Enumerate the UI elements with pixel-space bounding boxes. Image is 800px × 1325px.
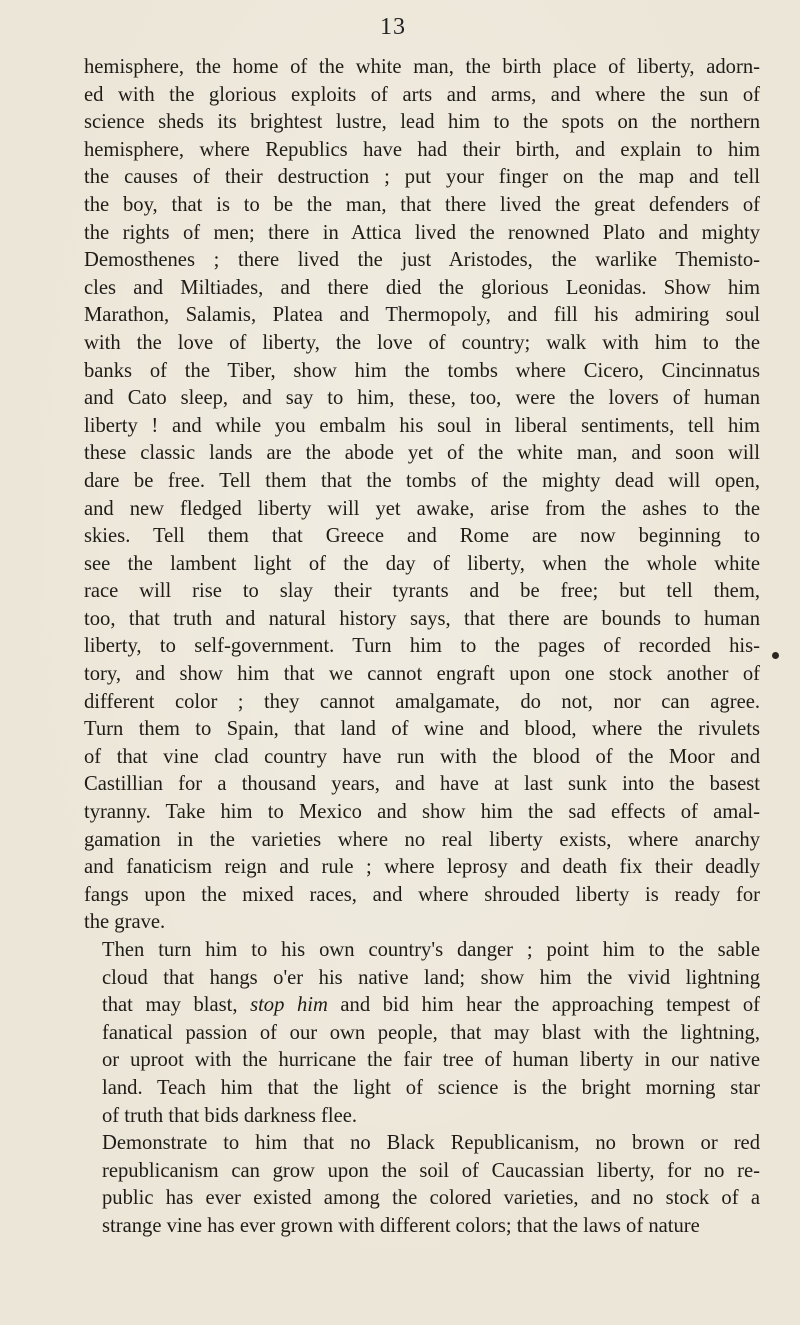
text-line: fanatical passion of our own people, that may blast with the lightning, bbox=[102, 1021, 760, 1044]
text-line: fangs upon the mixed races, and where shrouded liberty is ready for bbox=[84, 883, 760, 906]
body-text bbox=[84, 54, 760, 1241]
paragraph-2 bbox=[84, 937, 760, 1130]
page-number: 13 bbox=[380, 14, 406, 40]
text-line: and new fledged liberty will yet awake, arise from the ashes to the bbox=[84, 497, 760, 520]
text-line: Castillian for a thousand years, and have at last sunk into the basest bbox=[84, 773, 760, 796]
text-line: the grave. bbox=[84, 911, 166, 934]
paragraph-1 bbox=[84, 54, 760, 937]
text-line: gamation in the varieties where no real liberty exists, where anarchy bbox=[84, 828, 760, 851]
text-line: the causes of their destruction ; put your finger on the map and tell bbox=[84, 166, 760, 189]
paragraph-3 bbox=[84, 1130, 760, 1240]
text-line: Turn them to Spain, that land of wine and blood, where the rivulets bbox=[84, 718, 760, 741]
text-line: race will rise to slay their tyrants and be free; but tell them, bbox=[84, 580, 760, 603]
text-line: skies. Tell them that Greece and Rome are now beginning to bbox=[84, 525, 760, 548]
text-line: public has ever existed among the colored varieties, and no stock of a bbox=[102, 1187, 760, 1210]
text-line: the boy, that is to be the man, that there lived the great defenders of bbox=[84, 193, 760, 216]
text-line: liberty, to self-government. Turn him to the pages of recorded his- bbox=[84, 635, 760, 658]
text-line: banks of the Tiber, show him the tombs where Cicero, Cincinnatus bbox=[84, 359, 760, 382]
text-line: cloud that hangs o'er his native land; show him the vivid lightning bbox=[102, 966, 760, 989]
text-line: ed with the glorious exploits of arts and arms, and where the sun of bbox=[84, 83, 760, 106]
text-line: hemisphere, where Republics have had their birth, and explain to him bbox=[84, 138, 760, 161]
text-line: see the lambent light of the day of liberty, when the whole white bbox=[84, 552, 760, 575]
text-line: these classic lands are the abode yet of the white man, and soon will bbox=[84, 442, 760, 465]
text-line: too, that truth and natural history says, that there are bounds to human bbox=[84, 607, 760, 630]
text-line: of that vine clad country have run with the blood of the Moor and bbox=[84, 745, 760, 768]
text-line: and fanaticism reign and rule ; where leprosy and death fix their deadly bbox=[84, 856, 760, 879]
text-line: strange vine has ever grown with different colors; that the laws of nature bbox=[102, 1214, 700, 1237]
text-line: different color ; they cannot amalgamate, do not, nor can agree. bbox=[84, 690, 760, 713]
text-line: tory, and show him that we cannot engraft upon one stock another of bbox=[84, 663, 760, 686]
text-line: with the love of liberty, the love of country; walk with him to the bbox=[84, 331, 760, 354]
text-line: that may blast, stop him and bid him hear the approaching tempest of bbox=[102, 994, 760, 1017]
text-line: Marathon, Salamis, Platea and Thermopoly, and fill his admiring soul bbox=[84, 304, 760, 327]
text-line: and Cato sleep, and say to him, these, too, were the lovers of human bbox=[84, 387, 760, 410]
text-line: dare be free. Tell them that the tombs of the mighty dead will open, bbox=[84, 469, 760, 492]
text-line: the rights of men; there in Attica lived the renowned Plato and mighty bbox=[84, 221, 760, 244]
text-line: cles and Miltiades, and there died the glorious Leonidas. Show him bbox=[84, 276, 760, 299]
text-line: science sheds its brightest lustre, lead him to the spots on the northern bbox=[84, 111, 760, 134]
italic-text: stop him bbox=[250, 994, 328, 1017]
text-line: Then turn him to his own country's danger ; point him to the sable bbox=[102, 939, 760, 961]
text-line: liberty ! and while you embalm his soul in liberal sentiments, tell him bbox=[84, 414, 760, 437]
text-line: Demonstrate to him that no Black Republicanism, no brown or red bbox=[102, 1132, 760, 1155]
ink-dot-mark bbox=[772, 652, 779, 659]
text-line: tyranny. Take him to Mexico and show him the sad effects of amal- bbox=[84, 801, 760, 824]
text-line: Demosthenes ; there lived the just Aristodes, the warlike Themisto- bbox=[84, 249, 760, 272]
text-line: of truth that bids darkness flee. bbox=[102, 1104, 358, 1127]
text-line: republicanism can grow upon the soil of Caucassian liberty, for no re- bbox=[102, 1159, 760, 1182]
text-line: hemisphere, the home of the white man, the birth place of liberty, adorn- bbox=[84, 56, 760, 78]
text-line: or uproot with the hurricane the fair tree of human liberty in our native bbox=[102, 1049, 760, 1072]
text-line: land. Teach him that the light of science is the bright morning star bbox=[102, 1076, 760, 1099]
